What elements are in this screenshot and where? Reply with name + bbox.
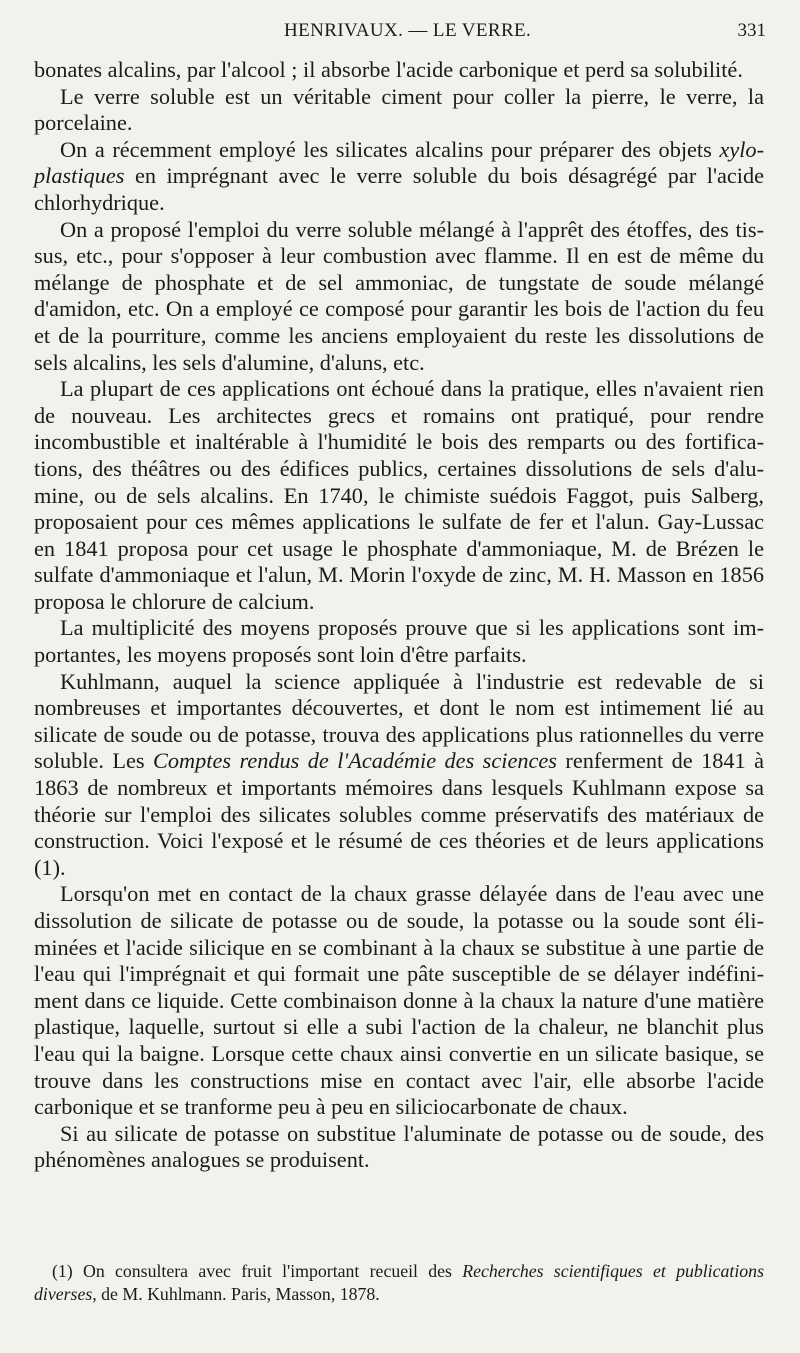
text-run: On a récemment employé les silicates alcalins pour préparer des objets xyxy=(60,136,720,162)
paragraph xyxy=(34,137,764,217)
body-text xyxy=(34,57,764,1174)
text-run: Si au silicate de potasse on substitue l'aluminate de potasse ou de soude, des phénomènes analogues se produisent. xyxy=(34,1120,764,1173)
footnote xyxy=(34,1260,764,1306)
page-number: 331 xyxy=(737,20,766,41)
header-title: HENRIVAUX. — LE VERRE. xyxy=(284,20,532,41)
text-run: Kuhlmann, auquel la science appliquée à l'industrie est redevable de si nombreuses et importantes découvertes, et dont le nom est intimement lié au silicate de soude ou de potasse, trouva des applications plus rationnelles du verre soluble. Les xyxy=(34,668,764,774)
text-run: (1) On consultera avec fruit l'important recueil des xyxy=(52,1260,463,1281)
text-run: La multiplicité des moyens proposés prouve que si les applications sont importantes, les moyens proposés sont loin d'être parfaits. xyxy=(34,615,764,668)
running-header xyxy=(34,20,766,50)
text-run: renferment de 1841 à 1863 de nombreux et importants mémoires dans lesquels Kuhlmann expose sa théorie sur l'emploi des silicates solubles comme préservatifs des matériaux de construction. Voici l'exposé et le résumé de ces théories et de leurs applications (1). xyxy=(34,748,764,880)
paragraph xyxy=(34,1121,764,1174)
text-run: On a proposé l'emploi du verre soluble mélangé à l'apprêt des étoffes, des tissus, etc., pour s'opposer à leur combustion avec flamme. Il en est de même du mélange de phosphate et de sel ammoniac, de tungstate de soude mélangé d'amidon, etc. On a employé ce composé pour garantir les bois de l'action du feu et de la pourriture, comme les anciens employaient du reste les dissolutions de sels alcalins, les sels d'alumine, d'aluns, etc. xyxy=(34,216,764,375)
text-run: de M. Kuhlmann. Paris, Masson, 1878. xyxy=(96,1283,380,1304)
footnote-separator xyxy=(34,1232,764,1233)
paragraph xyxy=(34,669,764,882)
text-run: en imprégnant avec le verre soluble du bois désagrégé par l'acide chlorhydrique. xyxy=(34,163,764,215)
italic-text: Recherches scientifiques et publications diverses, xyxy=(34,1260,764,1304)
paragraph xyxy=(34,57,764,84)
paragraph xyxy=(34,881,764,1120)
paragraph xyxy=(34,615,764,668)
text-run: bonates alcalins, par l'alcool ; il absorbe l'acide carbonique et perd sa solubilité. xyxy=(34,57,743,82)
paragraph xyxy=(34,84,764,137)
italic-text: xyloplastiques xyxy=(34,136,764,189)
italic-text: Comptes rendus de l'Académie des sciences xyxy=(153,748,557,774)
paragraph xyxy=(34,217,764,377)
text-run: Lorsqu'on met en contact de la chaux grasse délayée dans de l'eau avec une dissolution de silicate de potasse ou de soude, la potasse ou la soude sont éliminées et l'acide silicique en se combinant à la chaux se substitue à une partie de l'eau qui l'imprégnait et qui formait une pâte susceptible de se délayer indéfiniment dans ce liquide. Cette combinaison donne à la chaux la nature d'une matière plastique, laquelle, surtout si elle a subi l'action de la chaleur, ne blanchit plus l'eau qui la baigne. Lorsque cette chaux ainsi convertie en un silicate basique, se trouve dans les constructions mise en contact avec l'air, elle absorbe l'acide carbonique et se tranforme peu à peu en siliciocarbonate de chaux. xyxy=(34,881,764,1120)
text-run: Le verre soluble est un véritable ciment pour coller la pierre, le verre, la porcelaine. xyxy=(34,83,764,136)
paragraph xyxy=(34,376,764,615)
text-run: La plupart de ces applications ont échoué dans la pratique, elles n'avaient rien de nouveau. Les architectes grecs et romains ont pratiqué, pour rendre incombustible et inaltérable à l'humidité le bois des remparts ou des fortifications, des théâtres ou des édifices publics, certaines dissolutions de sels d'alumine, ou de sels alcalins. En 1740, le chimiste suédois Faggot, puis Salberg, proposaient pour ces mêmes applications le sulfate de fer et l'alun. Gay-Lussac en 1841 proposa pour cet usage le phosphate d'ammoniaque, M. de Brézen le sulfate d'ammoniaque et l'alun, M. Morin l'oxyde de zinc, M. H. Masson en 1856 proposa le chlorure de calcium. xyxy=(34,376,764,614)
